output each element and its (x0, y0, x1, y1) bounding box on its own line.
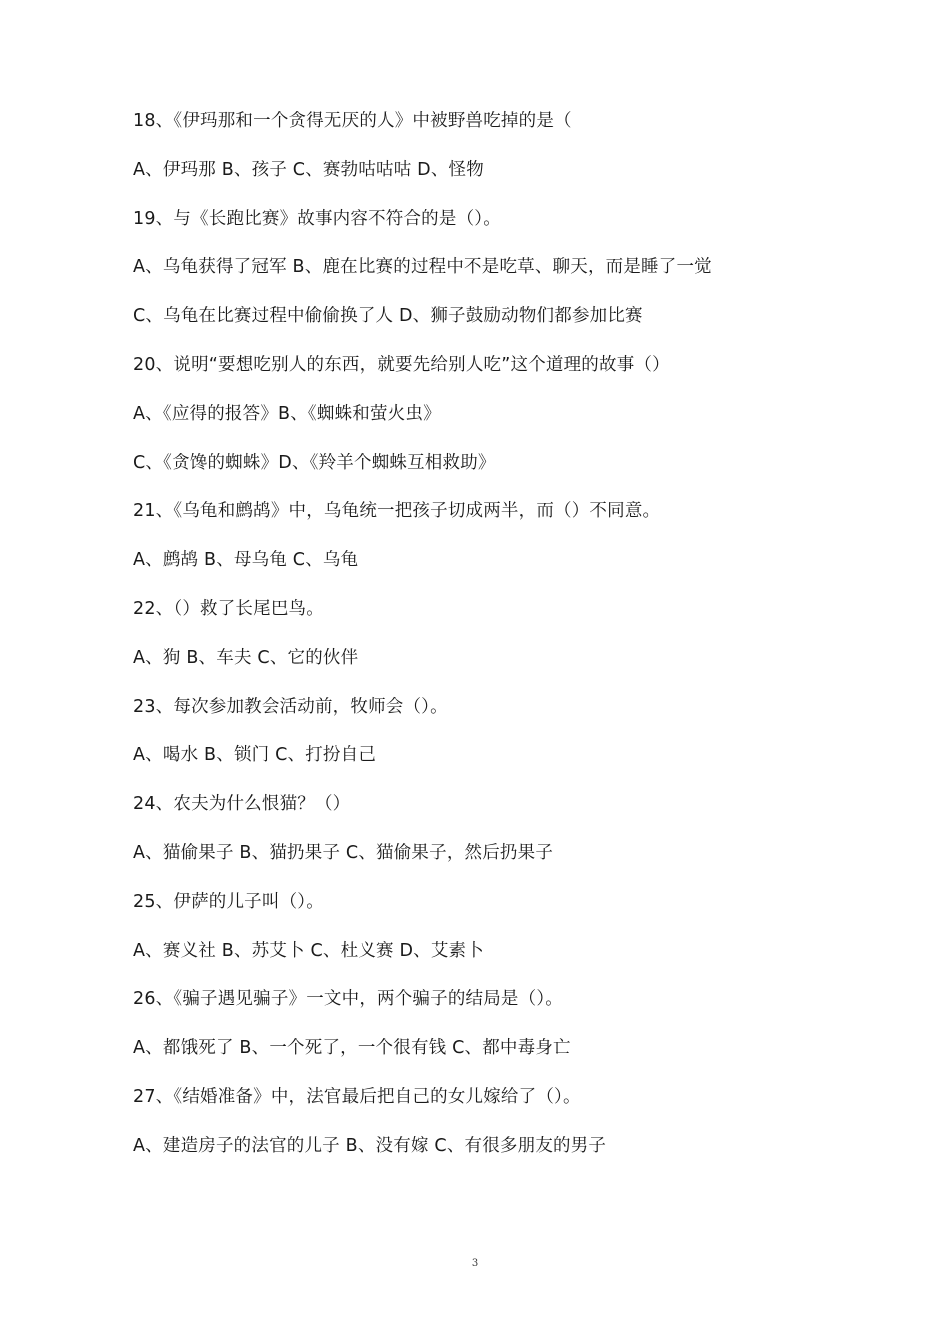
question-19-options-cd: C、乌龟在比赛过程中偷偷换了人 D、狮子鼓励动物们都参加比赛 (133, 306, 643, 327)
question-25-text: 25、伊萨的儿子叫（）。 (133, 891, 324, 912)
question-27-options: A、建造房子的法官的儿子 B、没有嫁 C、有很多朋友的男子 (133, 1135, 607, 1156)
question-18-text: 18、《伊玛那和一个贪得无厌的人》中被野兽吃掉的是（ (133, 111, 572, 131)
question-list (133, 104, 893, 1178)
question-22-options: A、狗 B、车夫 C、它的伙伴 (133, 647, 359, 668)
question-21-text: 21、《乌龟和鹧鸪》中，乌龟统一把孩子切成两半，而（）不同意。 (133, 501, 661, 522)
question-24-options: A、猫偷果子 B、猫扔果子 C、猫偷果子，然后扔果子 (133, 842, 554, 863)
question-20-options-cd: C、《贪馋的蜘蛛》D、《羚羊个蜘蛛互相救助》 (133, 452, 496, 473)
question-20-options-ab: A、《应得的报答》B、《蜘蛛和萤火虫》 (133, 403, 441, 424)
question-19-options-ab: A、乌龟获得了冠军 B、鹿在比赛的过程中不是吃草、聊天，而是睡了一觉 (133, 257, 712, 278)
question-23-text: 23、每次参加教会活动前，牧师会（）。 (133, 696, 448, 717)
question-26-options: A、都饿死了 B、一个死了，一个很有钱 C、都中毒身亡 (133, 1038, 571, 1059)
question-26-text: 26、《骗子遇见骗子》一文中，两个骗子的结局是（）。 (133, 989, 563, 1010)
page-number: 3 (471, 1258, 479, 1269)
question-20-text: 20、说明“要想吃别人的东西，就要先给别人吃”这个道理的故事（） (133, 354, 670, 375)
question-25-options: A、赛义社 B、苏艾卜 C、杜义赛 D、艾素卜 (133, 940, 484, 961)
question-21-options: A、鹧鸪 B、母乌龟 C、乌龟 (133, 550, 359, 571)
question-18-options: A、伊玛那 B、孩子 C、赛勃咕咕咕 D、怪物 (133, 159, 484, 180)
question-24-text: 24、农夫为什么恨猫？（） (133, 794, 351, 815)
question-23-options: A、喝水 B、锁门 C、打扮自己 (133, 745, 377, 766)
question-22-text: 22、（）救了长尾巴鸟。 (133, 598, 324, 619)
question-19-text: 19、与《长跑比赛》故事内容不符合的是（）。 (133, 208, 501, 229)
question-27-text: 27、《结婚准备》中，法官最后把自己的女儿嫁给了（）。 (133, 1086, 581, 1107)
